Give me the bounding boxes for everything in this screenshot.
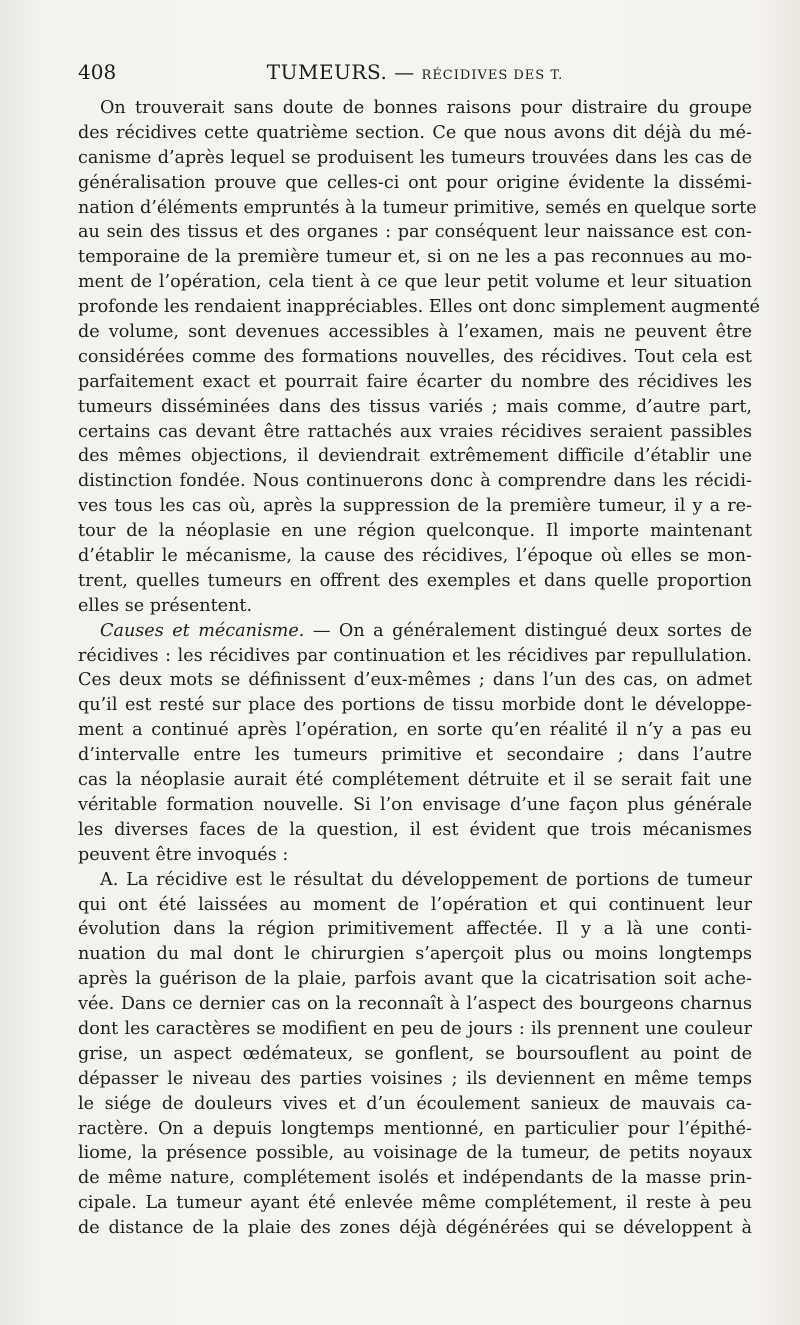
text-line: distinction fondée. Nous continuerons donc à comprendre dans les récidi- [78, 471, 752, 492]
text-line: Ces deux mots se définissent d’eux-mêmes ; dans l’un des cas, on admet [78, 670, 752, 691]
text-line: grise, un aspect œdémateux, se gonflent, se boursouflent au point de [78, 1043, 752, 1064]
text-line: de volume, sont devenues accessibles à l’examen, mais ne peuvent être [78, 322, 752, 343]
text-line: On trouverait sans doute de bonnes raisons pour distraire du groupe [100, 98, 752, 118]
text-line: des mêmes objections, il deviendrait extrêmement difficile d’établir une [78, 446, 752, 467]
text-line: qui ont été laissées au moment de l’opération et qui continuent leur [78, 894, 752, 915]
text-line: elles se présentent. [78, 595, 253, 616]
section-heading-line [78, 619, 752, 644]
running-title-sub: RÉCIDIVES DES T. [421, 68, 564, 83]
text-line: ment a continué après l’opération, en sorte qu’en réalité il n’y a pas eu [78, 720, 752, 741]
text-line: canisme d’après lequel se produisent les tumeurs trouvées dans les cas de [78, 147, 752, 168]
text-line: cipale. La tumeur ayant été enlevée même complétement, il reste à peu [78, 1193, 752, 1214]
text-line: temporaine de la première tumeur et, si on ne les a pas reconnues au mo- [78, 247, 752, 268]
text-line: de même nature, complétement isolés et indépendants de la masse prin- [78, 1168, 752, 1189]
text-line: tumeurs disséminées dans des tissus variés ; mais comme, d’autre part, [78, 396, 752, 417]
text-line: vée. Dans ce dernier cas on la reconnaît à l’aspect des bourgeons charnus [78, 994, 752, 1015]
text-line: qu’il est resté sur place des portions de tissu morbide dont le développe- [78, 695, 752, 716]
text-line: ment de l’opération, cela tient à ce que leur petit volume et leur situation [78, 272, 752, 293]
text-line: dont les caractères se modifient en peu de jours : ils prennent une couleur [78, 1018, 752, 1039]
text-line: d’intervalle entre les tumeurs primitive et secondaire ; dans l’autre [78, 745, 752, 766]
text-line: de distance de la plaie des zones déjà dégénérées qui se développent à [78, 1218, 752, 1239]
section-lead: — On a généralement distingué deux sortes de [304, 620, 753, 641]
running-title [78, 60, 752, 84]
running-title-main: TUMEURS. [266, 60, 388, 84]
running-header [78, 60, 752, 88]
text-line: considérées comme des formations nouvelles, des récidives. Tout cela est [78, 346, 752, 367]
text-line: nation d’éléments empruntés à la tumeur primitive, semés en quelque sorte [78, 197, 757, 218]
text-line: certains cas devant être rattachés aux vraies récidives seraient passibles [78, 421, 752, 442]
running-title-dash: — [387, 60, 422, 84]
page-number: 408 [78, 60, 117, 84]
text-line: dépasser le niveau des parties voisines ; ils deviennent en même temps [78, 1068, 752, 1089]
text-line: nuation du mal dont le chirurgien s’aperçoit plus ou moins longtemps [78, 944, 752, 965]
text-line: évolution dans la région primitivement affectée. Il y a là une conti- [78, 919, 752, 940]
text-line: parfaitement exact et pourrait faire écarter du nombre des récidives les [78, 371, 752, 392]
text-line: liome, la présence possible, au voisinage de la tumeur, de petits noyaux [78, 1143, 752, 1164]
text-line: trent, quelles tumeurs en offrent des exemples et dans quelle proportion [78, 570, 752, 591]
section-heading: Causes et mécanisme. [100, 620, 305, 641]
text-line: A. La récidive est le résultat du développement de portions de tumeur [100, 869, 752, 890]
text-line: récidives : les récidives par continuation et les récidives par repullulation. [78, 645, 752, 666]
text-line: tour de la néoplasie en une région quelconque. Il importe maintenant [78, 521, 752, 542]
text-line: après la guérison de la plaie, parfois avant que la cicatrisation soit ache- [78, 969, 752, 990]
text-line: le siége de douleurs vives et d’un écoulement sanieux de mauvais ca- [78, 1093, 752, 1114]
text-line: véritable formation nouvelle. Si l’on envisage d’une façon plus générale [78, 794, 752, 815]
text-line: au sein des tissus et des organes : par conséquent leur naissance est con- [78, 222, 752, 243]
text-line: ractère. On a depuis longtemps mentionné, en particulier pour l’épithé- [78, 1118, 752, 1139]
text-line: généralisation prouve que celles-ci ont pour origine évidente la dissémi- [78, 172, 752, 193]
text-line: peuvent être invoqués : [78, 844, 289, 865]
text-line: profonde les rendaient inappréciables. Elles ont donc simplement augmenté [78, 297, 760, 318]
text-line: ves tous les cas où, après la suppression de la première tumeur, il y a re- [78, 496, 752, 517]
text-line: d’établir le mécanisme, la cause des récidives, l’époque où elles se mon- [78, 546, 752, 567]
text-line: les diverses faces de la question, il est évident que trois mécanismes [78, 819, 752, 840]
body-text [78, 96, 760, 1241]
text-line: des récidives cette quatrième section. Ce que nous avons dit déjà du mé- [78, 122, 752, 143]
text-line: cas la néoplasie aurait été complétement détruite et il se serait fait une [78, 770, 752, 791]
